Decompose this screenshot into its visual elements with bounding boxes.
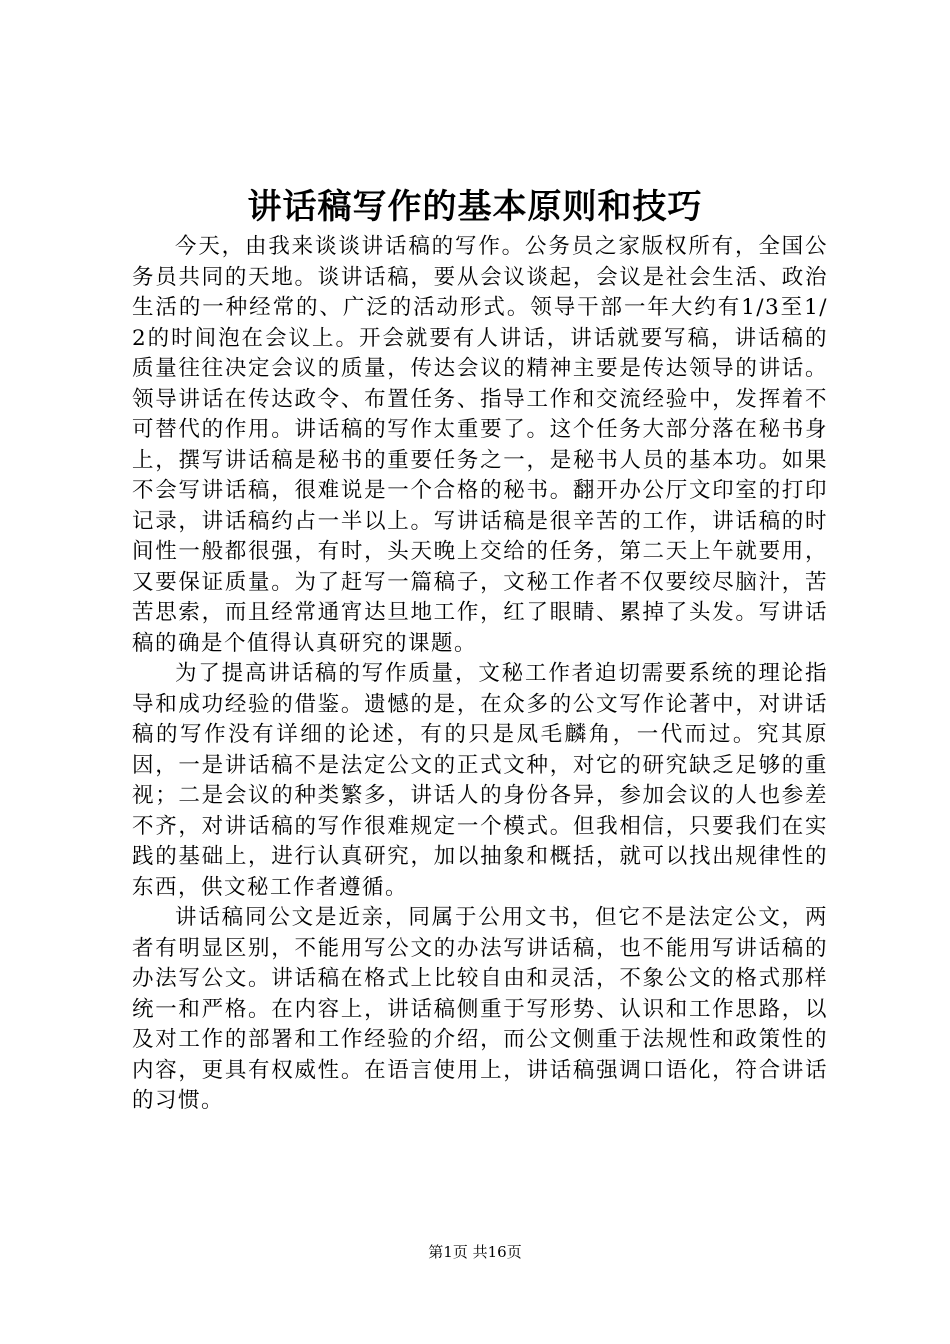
document-title: 讲话稿写作的基本原则和技巧: [247, 187, 703, 227]
paragraph-1: 今天，由我来谈谈讲话稿的写作。公务员之家版权所有，全国公务员共同的天地。谈讲话稿，要从会议谈起，会议是社会生活、政治生活的一种经常的、广泛的活动形式。领导干部一年大约有1/3至1/2的时间泡在会议上。开会就要有人讲话，讲话就要写稿，讲话稿的质量往往决定会议的质量，传达会议的精神主要是传达领导的讲话。领导讲话在传达政令、布置任务、指导工作和交流经验中，发挥着不可替代的作用。讲话稿的写作太重要了。这个任务大部分落在秘书身上，撰写讲话稿是秘书的重要任务之一，是秘书人员的基本功。如果不会写讲话稿，很难说是一个合格的秘书。翻开办公厅文印室的打印记录，讲话稿约占一半以上。写讲话稿是很辛苦的工作，讲话稿的时间性一般都很强，有时，头天晚上交给的任务，第二天上午就要用，又要保证质量。为了赶写一篇稿子，文秘工作者不仅要绞尽脑汁，苦苦思索，而且经常通宵达旦地工作，红了眼睛、累掉了头发。写讲话稿的确是个值得认真研究的课题。: [132, 234, 828, 656]
paragraph-2: 为了提高讲话稿的写作质量，文秘工作者迫切需要系统的理论指导和成功经验的借鉴。遗憾的是，在众多的公文写作论著中，对讲话稿的写作没有详细的论述，有的只是凤毛麟角，一代而过。究其原因，一是讲话稿不是法定公文的正式文种，对它的研究缺乏足够的重视；二是会议的种类繁多，讲话人的身份各异，参加会议的人也参差不齐，对讲话稿的写作很难规定一个模式。但我相信，只要我们在实践的基础上，进行认真研究，加以抽象和概括，就可以找出规律性的东西，供文秘工作者遵循。: [132, 661, 828, 900]
paragraph-3: 讲话稿同公文是近亲，同属于公用文书，但它不是法定公文，两者有明显区别，不能用写公文的办法写讲话稿，也不能用写讲话稿的办法写公文。讲话稿在格式上比较自由和灵活，不象公文的格式那样统一和严格。在内容上，讲话稿侧重于写形势、认识和工作思路，以及对工作的部署和工作经验的介绍，而公文侧重于法规性和政策性的内容，更具有权威性。在语言使用上，讲话稿强调口语化，符合讲话的习惯。: [132, 905, 828, 1113]
document-body: [132, 232, 828, 1117]
page-number-footer: 第1页 共16页: [428, 1243, 522, 1261]
